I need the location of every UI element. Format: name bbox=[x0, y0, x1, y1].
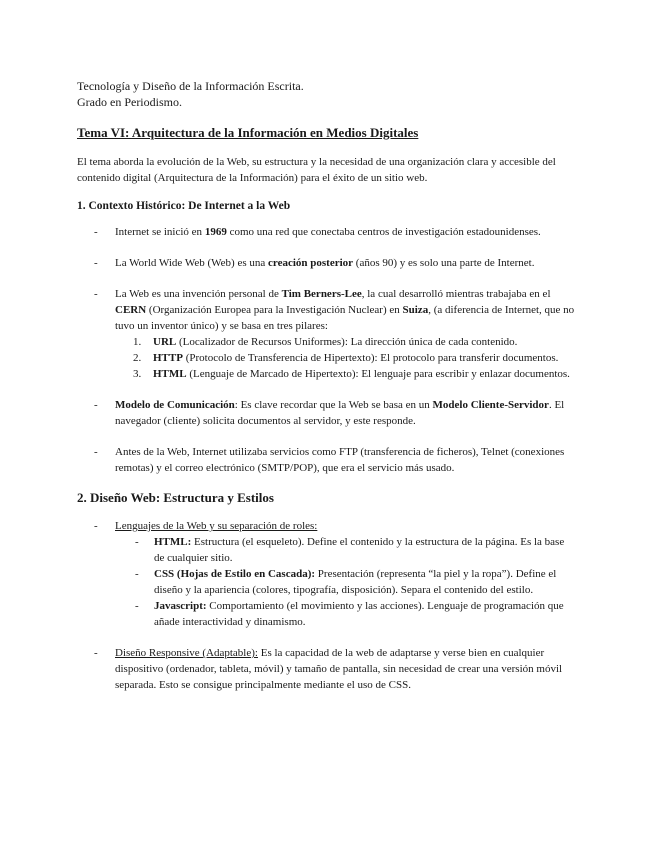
pillar-item bbox=[115, 366, 577, 382]
language-term: CSS (Hojas de Estilo en Cascada): bbox=[154, 568, 316, 580]
text: Internet se inició en bbox=[115, 226, 205, 238]
pillar-number: 2. bbox=[133, 352, 142, 364]
list-item bbox=[77, 286, 577, 382]
text: . El navegador (cliente) solicita documentos al servidor, y este responde. bbox=[115, 399, 565, 427]
underlined-label: Diseño Responsive (Adaptable): bbox=[115, 647, 258, 659]
list-item bbox=[77, 255, 577, 271]
language-desc: Presentación (representa “la piel y la ropa”). Define el diseño y la apariencia (colores, tipografía, disposición). Separa el contenido del estilo. bbox=[154, 568, 557, 596]
page-title: Tema VI: Arquitectura de la Información en Medios Digitales bbox=[77, 125, 419, 140]
language-desc: Comportamiento (el movimiento y las acciones). Lenguaje de programación que añade interactividad y dinamismo. bbox=[154, 600, 564, 628]
text: , (a diferencia de Internet, que no tuvo un inventor único) y se basa en tres pilares: bbox=[115, 304, 575, 332]
section-1-list bbox=[77, 224, 577, 476]
bold-text: Modelo Cliente-Servidor bbox=[432, 399, 549, 411]
pillar-item bbox=[115, 350, 577, 366]
pillar-desc: (Localizador de Recursos Uniformes): La dirección única de cada contenido. bbox=[176, 336, 518, 348]
list-item bbox=[77, 518, 577, 630]
text: como una red que conectaba centros de investigación estadounidenses. bbox=[226, 226, 541, 238]
bold-text: creación posterior bbox=[268, 257, 354, 269]
language-item bbox=[115, 566, 577, 598]
text: : Es clave recordar que la Web se basa en un bbox=[234, 399, 433, 411]
pillar-term: URL bbox=[153, 336, 177, 348]
language-item bbox=[115, 598, 577, 630]
bold-text: CERN bbox=[115, 304, 147, 316]
pillar-desc: (Protocolo de Transferencia de Hipertexto): El protocolo para transferir documentos. bbox=[182, 352, 559, 364]
text: Antes de la Web, Internet utilizaba servicios como FTP (transferencia de ficheros), Telnet (conexiones remotas) y el correo electrónico (SMTP/POP), que era el servicio más usado. bbox=[115, 446, 565, 474]
header-line-1: Tecnología y Diseño de la Información Escrita. bbox=[77, 79, 304, 93]
list-item bbox=[77, 397, 577, 429]
pillar-number: 3. bbox=[133, 368, 142, 380]
section-1-heading: 1. Contexto Histórico: De Internet a la Web bbox=[77, 200, 291, 212]
text: (años 90) y es solo una parte de Internet. bbox=[353, 257, 535, 269]
section-2-heading: 2. Diseño Web: Estructura y Estilos bbox=[77, 490, 274, 505]
text: La Web es una invención personal de bbox=[115, 288, 282, 300]
list-item bbox=[77, 444, 577, 476]
languages-list bbox=[115, 534, 577, 630]
language-term: HTML: bbox=[154, 536, 192, 548]
list-item bbox=[77, 645, 577, 693]
text: , la cual desarrolló mientras trabajaba en el bbox=[361, 288, 551, 300]
header-line-2: Grado en Periodismo. bbox=[77, 95, 182, 109]
language-term: Javascript: bbox=[154, 600, 207, 612]
language-item bbox=[115, 534, 577, 566]
pillar-term: HTML bbox=[153, 368, 187, 380]
list-item bbox=[77, 224, 577, 240]
course-header bbox=[77, 78, 577, 110]
pillar-desc: (Lenguaje de Marcado de Hipertexto): El lenguaje para escribir y enlazar documentos. bbox=[186, 368, 570, 380]
pillar-number: 1. bbox=[133, 336, 142, 348]
bold-text: Tim Berners-Lee bbox=[281, 288, 362, 300]
underlined-label: Lenguajes de la Web y su separación de roles: bbox=[115, 520, 318, 532]
text: Es la capacidad de la web de adaptarse y verse bien en cualquier dispositivo (ordenador, tableta, móvil) y tamaño de pantalla, sin necesidad de crear una versión móvil separada. Esto se consigue principalmente mediante el uso de CSS. bbox=[115, 647, 563, 691]
text: La World Wide Web (Web) es una bbox=[115, 257, 268, 269]
pillar-item bbox=[115, 334, 577, 350]
intro-paragraph: El tema aborda la evolución de la Web, su estructura y la necesidad de una organización clara y accesible del contenido digital (Arquitectura de la Información) para el éxito de un sitio web. bbox=[77, 156, 556, 184]
pillar-term: HTTP bbox=[153, 352, 183, 364]
pillars-list bbox=[115, 334, 577, 382]
document-page bbox=[77, 78, 577, 693]
section-2-list bbox=[77, 518, 577, 693]
text: (Organización Europea para la Investigación Nuclear) en bbox=[146, 304, 403, 316]
bold-text: Modelo de Comunicación bbox=[115, 399, 235, 411]
language-desc: Estructura (el esqueleto). Define el contenido y la estructura de la página. Es la base de cualquier sitio. bbox=[154, 536, 565, 564]
bold-text: 1969 bbox=[204, 226, 227, 238]
bold-text: Suiza bbox=[402, 304, 429, 316]
